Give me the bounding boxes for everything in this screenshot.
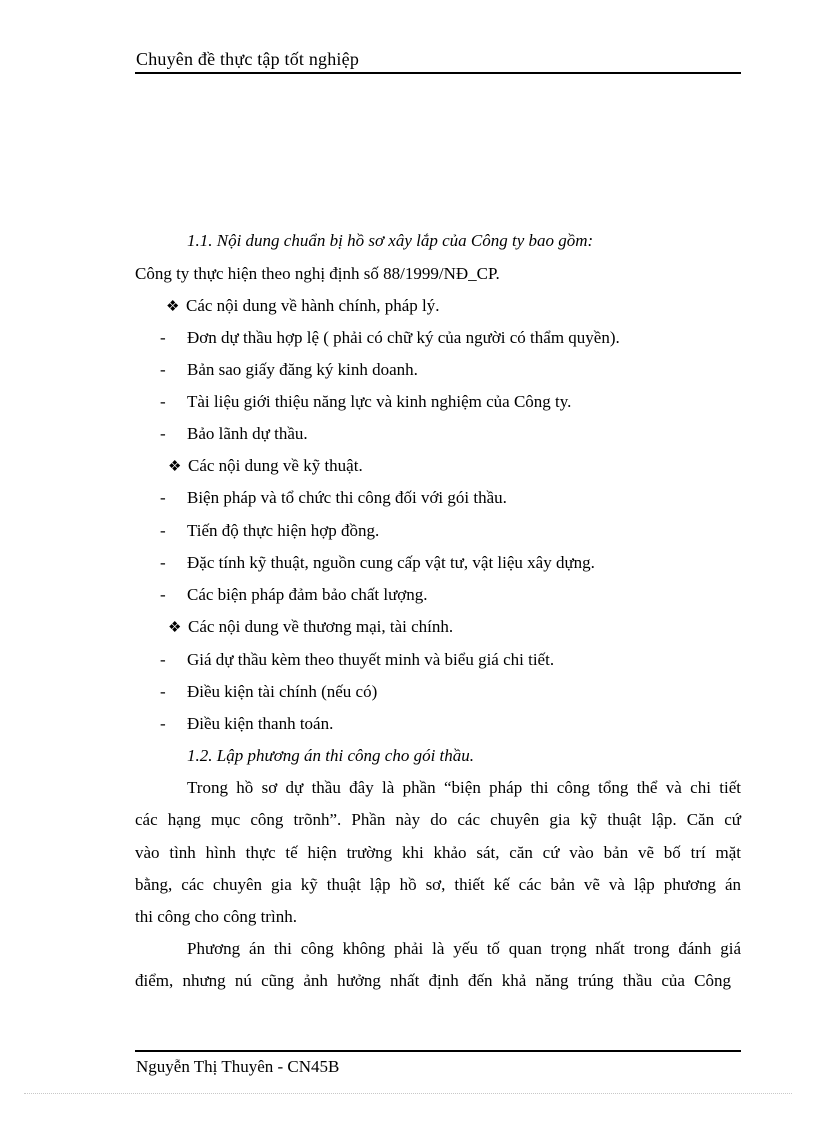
list-item: Giá dự thầu kèm theo thuyết minh và biểu giá chi tiết. xyxy=(187,650,555,669)
page-header-title: Chuyên đề thực tập tốt nghiệp xyxy=(136,49,360,69)
paragraph-line: Phương án thi công không phải là yếu tố quan trọng nhất trong đánh giá xyxy=(187,939,741,958)
section-1-2-heading: 1.2. Lập phương án thi công cho gói thầu. xyxy=(187,746,475,765)
list-item: Đặc tính kỹ thuật, nguồn cung cấp vật tư, vật liệu xây dựng. xyxy=(187,553,595,572)
list-item: Đơn dự thầu hợp lệ ( phải có chữ ký của người có thẩm quyền). xyxy=(187,328,620,347)
dash-bullet: - xyxy=(160,521,166,540)
dash-bullet: - xyxy=(160,585,166,604)
paragraph-line: vào tình hình thực tế hiện trường khi khảo sát, căn cứ vào bản vẽ bố trí mặt xyxy=(135,843,741,862)
dash-bullet: - xyxy=(160,424,166,443)
dash-bullet: - xyxy=(160,714,166,733)
diamond-bullet-icon: ❖ xyxy=(168,620,182,636)
dash-bullet: - xyxy=(160,488,166,507)
group-title: Các nội dung về hành chính, pháp lý. xyxy=(186,296,440,315)
list-item: Tài liệu giới thiệu năng lực và kinh nghiệm của Công ty. xyxy=(187,392,572,411)
list-item: Các biện pháp đảm bảo chất lượng. xyxy=(187,585,428,604)
list-item: Biện pháp và tổ chức thi công đối với gói thầu. xyxy=(187,488,507,507)
dash-bullet: - xyxy=(160,360,166,379)
group-heading-legal xyxy=(166,295,440,318)
paragraph-line: Trong hồ sơ dự thầu đây là phần “biện pháp thi công tổng thể và chi tiết xyxy=(187,778,741,797)
section-1-1-heading: 1.1. Nội dung chuẩn bị hồ sơ xây lắp của Công ty bao gồm: xyxy=(187,231,594,250)
paragraph-line: điểm, nhưng nú cũng ảnh hưởng nhất định đến khả năng trúng thầu của Công xyxy=(135,971,731,990)
header-divider xyxy=(135,72,741,74)
section-1-1-intro: Công ty thực hiện theo nghị định số 88/1999/NĐ_CP. xyxy=(135,264,500,283)
list-item: Điều kiện thanh toán. xyxy=(187,714,334,733)
diamond-bullet-icon: ❖ xyxy=(168,459,182,475)
list-item: Bảo lãnh dự thầu. xyxy=(187,424,308,443)
list-item: Tiến độ thực hiện hợp đồng. xyxy=(187,521,380,540)
group-title: Các nội dung về thương mại, tài chính. xyxy=(188,617,454,636)
list-item: Điều kiện tài chính (nếu có) xyxy=(187,682,378,701)
group-heading-technical xyxy=(168,455,363,478)
dash-bullet: - xyxy=(160,682,166,701)
dash-bullet: - xyxy=(160,328,166,347)
paragraph-line: các hạng mục công trõnh”. Phần này do các chuyên gia kỹ thuật lập. Căn cứ xyxy=(135,810,741,829)
page-bottom-border xyxy=(24,1093,792,1094)
paragraph-line: thi công cho công trình. xyxy=(135,907,297,926)
diamond-bullet-icon: ❖ xyxy=(166,299,180,315)
dash-bullet: - xyxy=(160,553,166,572)
footer-divider xyxy=(135,1050,741,1052)
dash-bullet: - xyxy=(160,392,166,411)
group-title: Các nội dung về kỹ thuật. xyxy=(188,456,363,475)
paragraph-line: bằng, các chuyên gia kỹ thuật lập hồ sơ, thiết kế các bản vẽ và lập phương án xyxy=(135,875,741,894)
dash-bullet: - xyxy=(160,650,166,669)
footer-author: Nguyễn Thị Thuyên - CN45B xyxy=(136,1057,340,1076)
group-heading-commercial xyxy=(168,616,453,639)
list-item: Bản sao giấy đăng ký kinh doanh. xyxy=(187,360,418,379)
